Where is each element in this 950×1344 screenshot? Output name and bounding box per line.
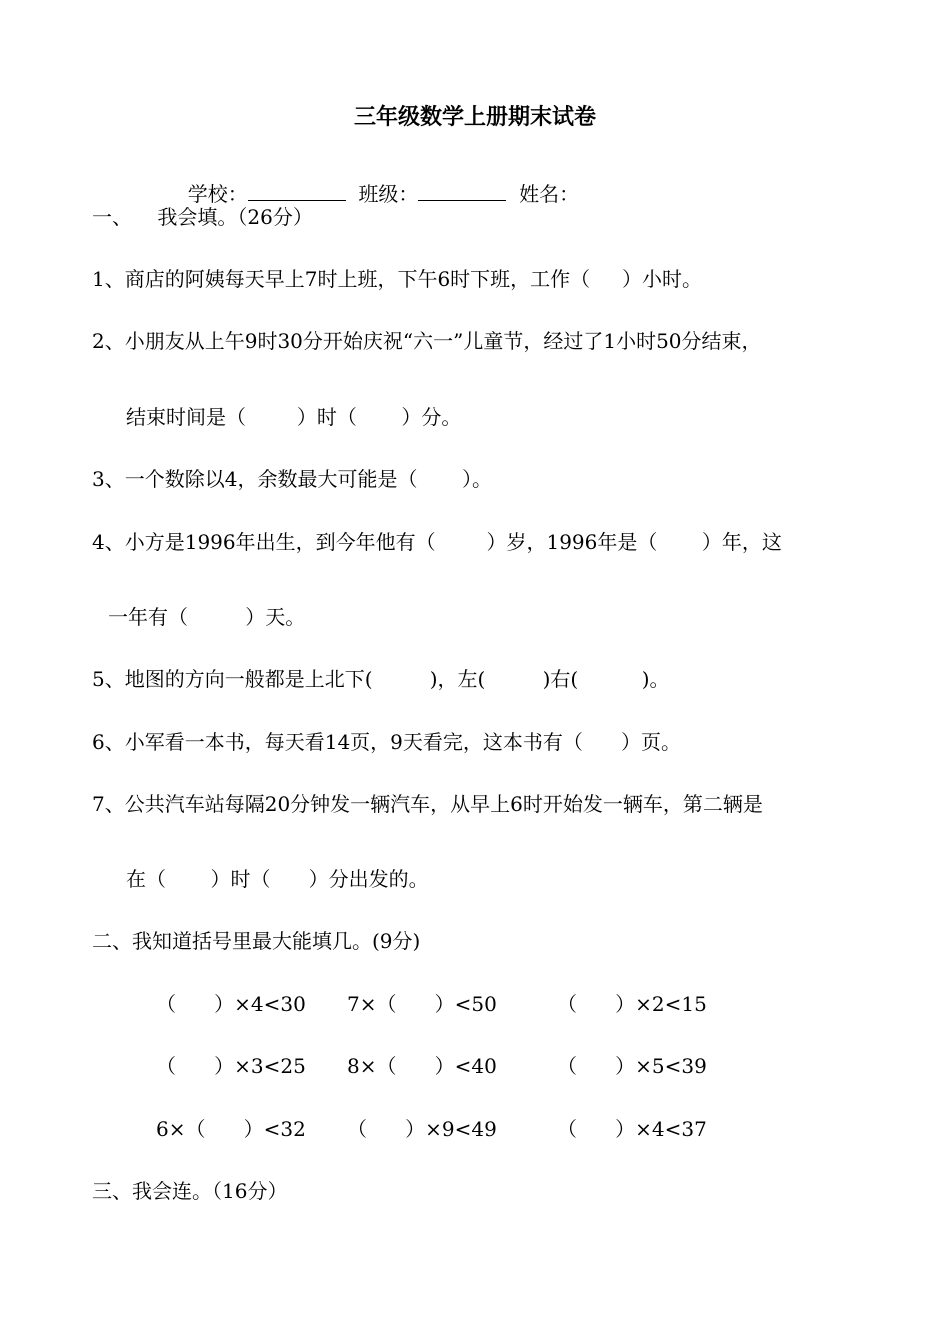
inequality-r2-c2: 8×（ ）<40 <box>347 1054 497 1078</box>
question-4-line2: 一年有（ ）天。 <box>108 605 306 629</box>
question-1: 1、商店的阿姨每天早上7时上班，下午6时下班，工作（ ）小时。 <box>92 267 702 291</box>
inequality-r2-c1: （ ）×3<25 <box>156 1054 306 1078</box>
inequality-r1-c1: （ ）×4<30 <box>156 992 306 1016</box>
inequality-r3-c1: 6×（ ）<32 <box>156 1117 306 1141</box>
question-2-line2: 结束时间是（ ）时（ ）分。 <box>126 405 462 429</box>
school-label: 学校： <box>187 182 248 206</box>
inequality-r3-c2: （ ）×9<49 <box>347 1117 497 1141</box>
header-fields <box>175 155 580 206</box>
section2-heading: 二、我知道括号里最大能填几。(9分) <box>92 929 421 953</box>
inequality-r1-c2: 7×（ ）<50 <box>347 992 497 1016</box>
name-label: 姓名： <box>519 182 580 206</box>
question-2-line1: 2、小朋友从上午9时30分开始庆祝“六一”儿童节，经过了1小时50分结束， <box>92 329 762 353</box>
section3-heading: 三、我会连。（16分） <box>92 1179 288 1203</box>
question-5: 5、地图的方向一般都是上北下( )，左( )右( )。 <box>92 667 670 691</box>
school-blank[interactable] <box>248 182 346 201</box>
inequality-r1-c3: （ ）×2<15 <box>557 992 707 1016</box>
question-6: 6、小军看一本书，每天看14页，9天看完，这本书有（ ）页。 <box>92 730 682 754</box>
page-title: 三年级数学上册期末试卷 <box>353 105 596 130</box>
class-label: 班级： <box>358 182 419 206</box>
question-7-line2: 在（ ）时（ ）分出发的。 <box>126 867 429 891</box>
question-3: 3、一个数除以4，余数最大可能是（ ）。 <box>92 467 492 491</box>
inequality-r2-c3: （ ）×5<39 <box>557 1054 707 1078</box>
section1-heading: 一、 我会填。（26分） <box>92 205 313 229</box>
question-7-line1: 7、公共汽车站每隔20分钟发一辆汽车，从早上6时开始发一辆车，第二辆是 <box>92 792 763 816</box>
question-4-line1: 4、小方是1996年出生，到今年他有（ ）岁，1996年是（ ）年，这 <box>92 530 782 554</box>
class-blank[interactable] <box>418 182 506 201</box>
inequality-r3-c3: （ ）×4<37 <box>557 1117 707 1141</box>
